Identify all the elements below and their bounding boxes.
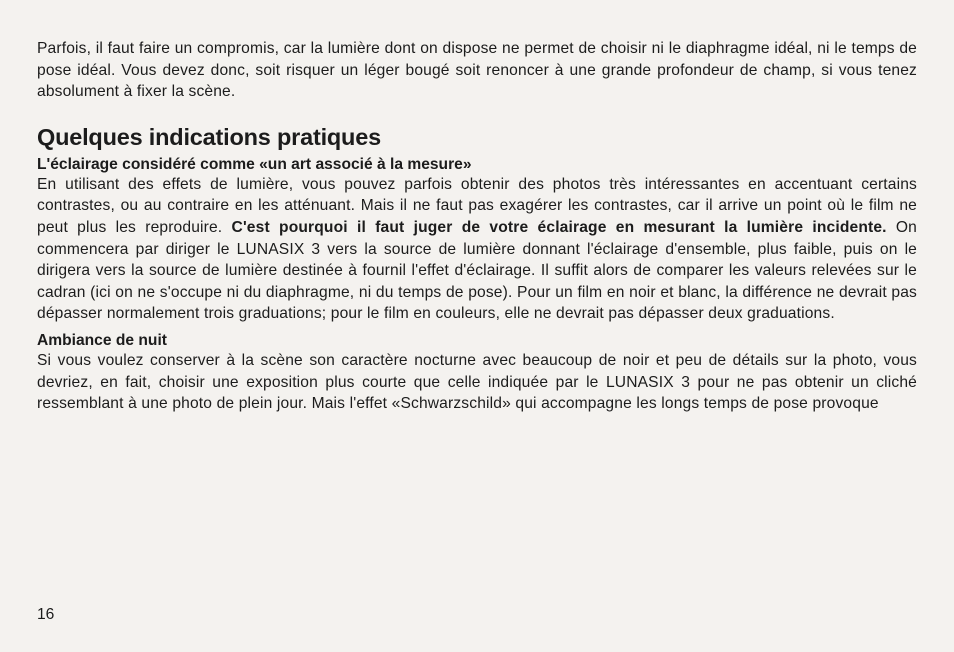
eclairage-text-bold: C'est pourquoi il faut juger de votre éclairage en mesurant la lumière incidente. bbox=[231, 218, 887, 236]
eclairage-text-after: On commencera par diriger le LUNASIX 3 vers la source de lumière donnant l'éclairage d'ensemble, plus faible, puis on le dirigera vers la source de lumière destinée à fournil l'effet d'éclairage. Il suffit alors de comparer les valeurs relevées sur le cadran (ici on ne s'occupe ni du diaphragme, ni du temps de pose). Pour un film en noir et blanc, la différence ne devrait pas dépasser normalement trois graduations; pour le film en couleurs, elle ne devrait pas dépasser deux graduations. bbox=[37, 218, 918, 323]
eclairage-text-before: En utilisant des effets de lumière, vous pouvez parfois obtenir des photos très intéressantes en accentuant certains contrastes, ou au contraire en les atténuant. Mais il ne faut pas exagérer les contrastes, car il arrive un point où le film ne peut plus les reproduire. bbox=[37, 175, 917, 236]
section-title: Quelques indications pratiques bbox=[37, 123, 381, 150]
eclairage-paragraph bbox=[37, 174, 917, 325]
page-number: 16 bbox=[37, 606, 55, 623]
subsection-title-eclairage: L'éclairage considéré comme «un art associé à la mesure» bbox=[37, 155, 472, 173]
nuit-paragraph: Si vous voulez conserver à la scène son caractère nocturne avec beaucoup de noir et peu de détails sur la photo, vous devriez, en fait, choisir une exposition plus courte que celle indiquée par le LUNASIX 3 pour ne pas obtenir un cliché ressemblant à une photo de plein jour. Mais l'effet «Schwarzschild» qui accompagne les longs temps de pose provoque bbox=[37, 351, 917, 413]
document-page bbox=[37, 38, 917, 415]
subsection-title-nuit: Ambiance de nuit bbox=[37, 331, 167, 349]
intro-paragraph: Parfois, il faut faire un compromis, car la lumière dont on dispose ne permet de choisir ni le diaphragme idéal, ni le temps de pose idéal. Vous devez donc, soit risquer un léger bougé soit renoncer à une grande profondeur de champ, si vous tenez absolument à fixer la scène. bbox=[37, 40, 917, 101]
